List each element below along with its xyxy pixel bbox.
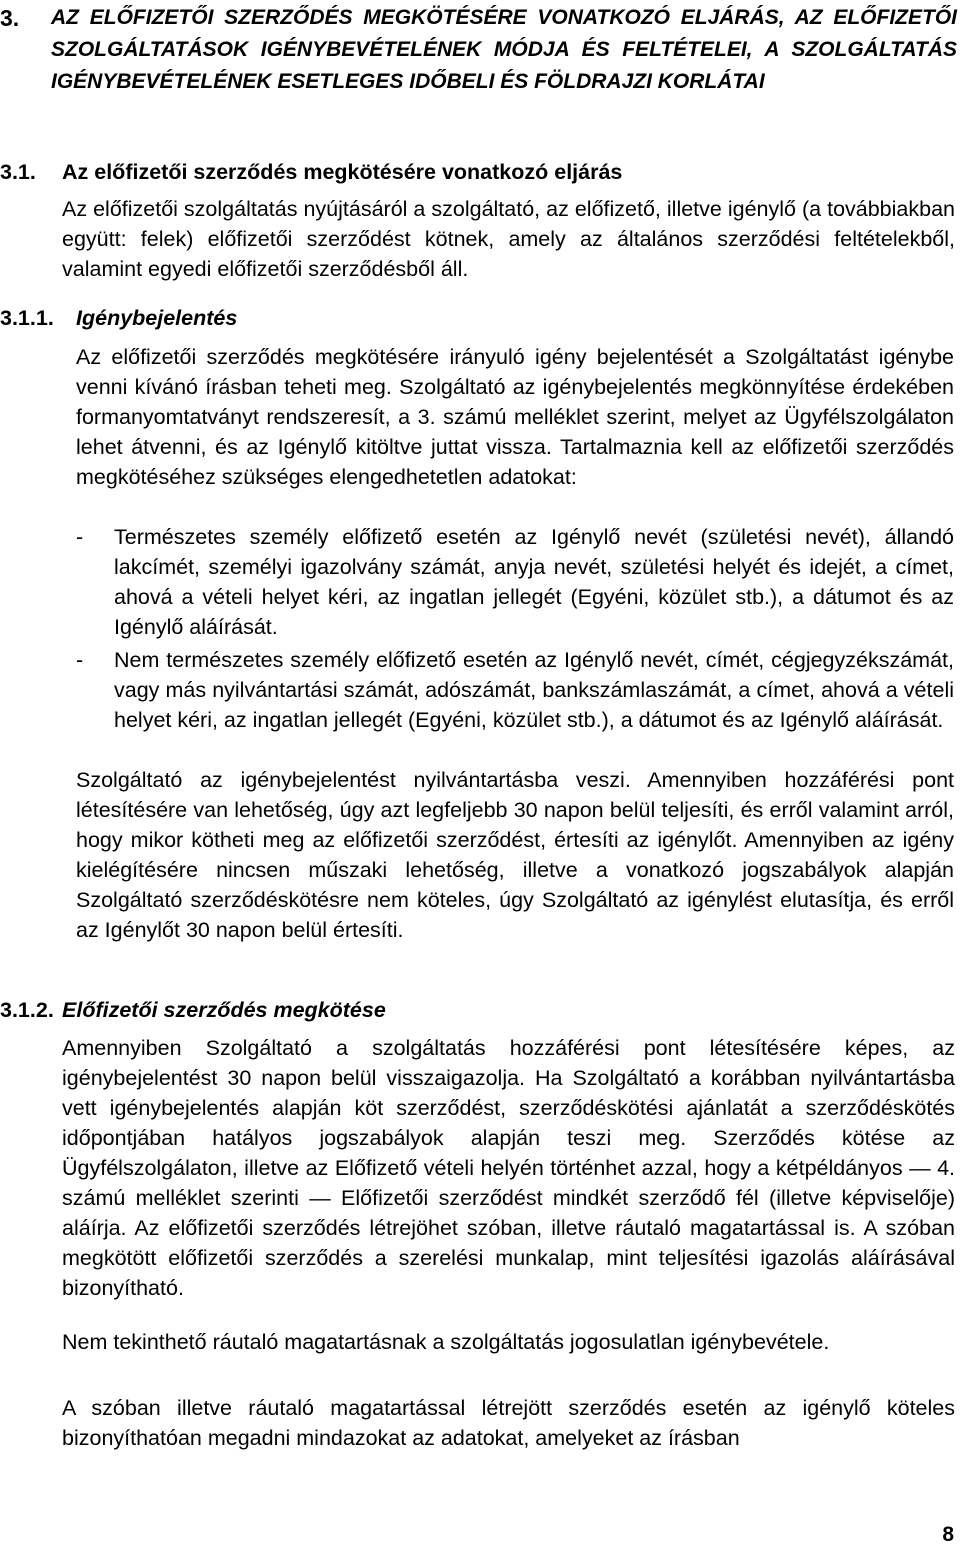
subsection-heading-3-1-1 xyxy=(0,303,237,333)
subsection-number: 3.1.2. xyxy=(0,998,54,1022)
list-item-text: Nem természetes személy előfizető esetén az Igénylő nevét, címét, cégjegyzékszámát, vagy más nyilvántartási számát, adószámát, bankszámlaszámát, a címet, ahová a vételi helyet kéri, az ingatlan jellegét (Egyéni, közület stb.), a dátumot és az Igénylő aláírását. xyxy=(114,648,954,732)
implied-conduct-paragraph: Nem tekinthető ráutaló magatartásnak a szolgáltatás jogosulatlan igénybevétele. xyxy=(62,1330,830,1354)
request-paragraph: Az előfizetői szerződés megkötésére irányuló igény bejelentését a Szolgáltatást igénybe venni kívánó írásban teheti meg. Szolgáltató az igénybejelentés megkönnyítése érdekében formanyomtatványt rendszeresít, a 3. számú melléklet szerint, melyet az Ügyfélszolgálaton lehet átvenni, és az Igénylő kitöltve juttat vissza. Tartalmaznia kell az előfizetői szerződés megkötéséhez szükséges elengedhetetlen adatokat: xyxy=(76,345,954,489)
registration-paragraph: Szolgáltató az igénybejelentést nyilvántartásba veszi. Amennyiben hozzáférési pont létesítésére van lehetőség, úgy azt legfeljebb 30 napon belül teljesíti, és erről valamint arról, hogy mikor kötheti meg az előfizetői szerződést, értesíti az igénylőt. Amennyiben az igény kielégítésére nincsen műszaki lehetőség, illetve a vonatkozó jogszabályok alapján Szolgáltató szerződéskötésre nem köteles, úgy Szolgáltató az igénylést elutasítja, és erről az Igénylőt 30 napon belül értesíti. xyxy=(76,768,954,942)
subsection-heading-3-1-2 xyxy=(0,995,386,1025)
section-title: Az előfizetői szerződés megkötésére vonatkozó eljárás xyxy=(62,160,623,184)
chapter-title: AZ ELŐFIZETŐI SZERZŐDÉS MEGKÖTÉSÉRE VONATKOZÓ ELJÁRÁS, AZ ELŐFIZETŐI SZOLGÁLTATÁSOK IGÉNYBEVÉTELÉNEK MÓDJA ÉS FELTÉTELEI, A SZOLGÁLTATÁS IGÉNYBEVÉTELÉNEK ESETLEGES IDŐBELI ÉS FÖLDRAJZI KORLÁTAI xyxy=(51,6,957,93)
subsection-title: Előfizetői szerződés megkötése xyxy=(62,998,386,1022)
list-dash: - xyxy=(76,525,84,549)
page-number: 8 xyxy=(942,1523,954,1546)
list-dash: - xyxy=(76,648,84,672)
list-item xyxy=(76,645,954,735)
section-number: 3.1. xyxy=(0,160,36,184)
section-heading-3-1 xyxy=(0,157,622,187)
contract-paragraph: Amennyiben Szolgáltató a szolgáltatás hozzáférési pont létesítésére képes, az igénybejelentést 30 napon belül visszaigazolja. Ha Szolgáltató a korábban nyilvántartásba vett igénybejelentés alapján köt szerződést, szerződéskötési ajánlatát a szerződéskötés időpontjában hatályos jogszabályok alapján teszi meg. Szerződés kötése az Ügyfélszolgálaton, illetve az Előfizető vételi helyén történhet azzal, hogy a kétpéldányos — 4. számú melléklet szerinti — Előfizetői szerződést mindkét szerződő fél (illetve képviselője) aláírja. Az előfizetői szerződés létrejöhet szóban, illetve ráutaló magatartással is. A szóban megkötött előfizetői szerződés a szerelési munkalap, mint teljesítési igazolás aláírásával bizonyítható. xyxy=(62,1036,955,1300)
chapter-number: 3. xyxy=(0,5,20,31)
chapter-heading xyxy=(0,2,957,98)
oral-contract-paragraph: A szóban illetve ráutaló magatartással létrejött szerződés esetén az igénylő köteles bizonyíthatóan megadni mindazokat az adatokat, amelyeket az írásban xyxy=(62,1396,955,1450)
subsection-title: Igénybejelentés xyxy=(76,306,238,330)
list-item-text: Természetes személy előfizető esetén az Igénylő nevét (születési nevét), állandó lakcímét, személyi igazolvány számát, anyja nevét, születési helyét és idejét, a címet, ahová a vételi helyet kéri, az ingatlan jellegét (Egyéni, közület stb.), a dátumot és az Igénylő aláírását. xyxy=(114,525,954,639)
list-item xyxy=(76,522,954,642)
subsection-number: 3.1.1. xyxy=(0,306,54,330)
section-intro-paragraph: Az előfizetői szolgáltatás nyújtásáról a szolgáltató, az előfizető, illetve igénylő (a továbbiakban együtt: felek) előfizetői szerződést kötnek, amely az általános szerződési feltételekből, valamint egyedi előfizetői szerződésből áll. xyxy=(62,197,955,281)
